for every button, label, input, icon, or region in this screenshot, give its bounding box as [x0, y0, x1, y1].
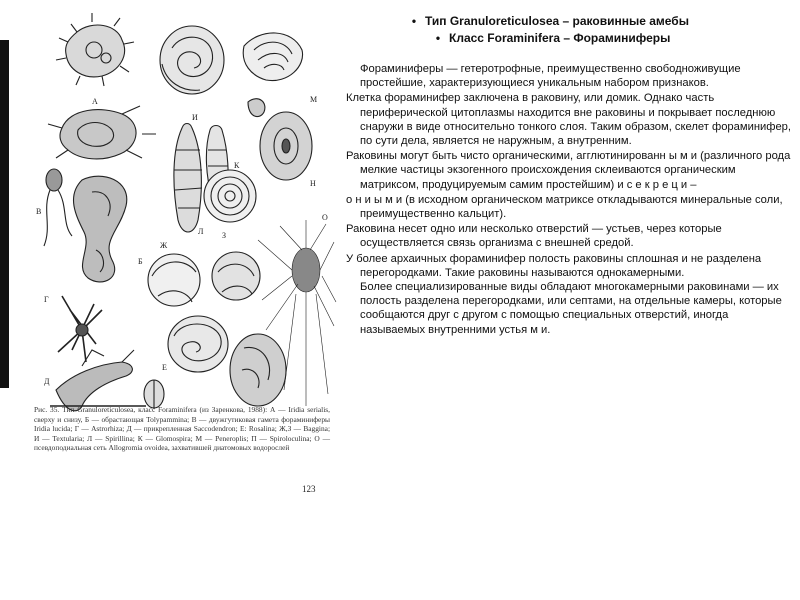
title-class-text: Класс Foraminifera – Фораминиферы	[449, 30, 671, 45]
specimen-k	[248, 99, 265, 117]
figure-letter-d: Д	[44, 377, 50, 386]
specimen-n-oval	[260, 112, 312, 180]
paragraph-secretory: о н и ы м и (в исходном органическом матриксе откладываются минеральные соли, преимущественно кальцит).	[346, 193, 783, 221]
specimen-b	[73, 176, 126, 282]
page-number: 123	[302, 484, 316, 494]
specimen-p	[144, 380, 164, 408]
specimen-a-bottom	[48, 106, 156, 159]
figure-letter-z: З	[222, 231, 227, 240]
figure-letter-o: О	[322, 213, 328, 222]
specimen-a-top	[56, 13, 134, 86]
specimen-d	[50, 350, 146, 411]
figure-letter-v: В	[36, 207, 42, 216]
bullet-glyph: •	[411, 13, 417, 28]
figure-caption: Рис. 35. Тип Granuloreticulosea, класс Foraminifera (из Заренкова, 1988): А — Iridia serialis, сверху и снизу, Б — обрастающая Tolypammina; В — двужгутиковая гамета фораминиферы Iridia lucida; Г — Astrorhiza; Д — прикрепленная Saccodendron; Е: Rosalina; Ж,З — Baggina; И — Textularia; Л — Spirillina; К — Glomospira; М — Peneroplis; П — Spiroloculina; О — псевдоподиальная сеть Allogromia ovoidea, захватившей диатомовых водорослей	[34, 405, 330, 453]
bullet-glyph: •	[435, 30, 441, 45]
specimen-top-center	[160, 26, 224, 94]
specimen-m	[243, 33, 302, 81]
title-line-type	[395, 12, 755, 29]
scan-edge-bar	[0, 40, 9, 388]
figure-letter-zh: Ж	[160, 241, 168, 250]
figure-letter-m: М	[310, 95, 318, 104]
paragraph-chambers	[346, 252, 792, 337]
figure-letter-b: Б	[138, 257, 143, 266]
body-text	[346, 62, 792, 338]
paragraph-chambers-multi: Более специализированные виды обладают многокамерными раковинами — их полость разделена перегородками, или септами, на отдельные камеры, которые сообщаются друг с другом с помощью специальных отверстий, иногда называемых внутренними устья м и.	[360, 281, 782, 336]
paragraph-chambers-single: У более архаичных фораминифер полость раковины сплошная и не разделена перегородками. Такие раковины называются однокамерными.	[346, 252, 762, 279]
figure-letter-a: А	[92, 97, 98, 106]
title-type-text: Тип Granuloreticulosea – раковинные амебы	[425, 13, 689, 28]
paragraph-cell: Клетка фораминифер заключена в раковину, или домик. Однако часть периферической цитоплазмы находится вне раковины и покрывает последнюю снаружи в виде относительно тонкого слоя. Таким образом, скелет фораминифер, по сути дела, является не наружным, а внутренним.	[346, 92, 792, 148]
figure-letter-e: Е	[162, 363, 167, 372]
figure-letter-l: Л	[198, 227, 204, 236]
paragraph-shell-types: Раковины могут быть чисто органическими, агглютинированн ы м и (различного рода мелкие частицы экзогенного происхождения склеиваются органическим матриксом, продуцируемым самим простейшим) и с е к р е ц и –	[346, 150, 791, 191]
specimen-e	[168, 316, 286, 406]
specimen-zh	[148, 252, 260, 306]
paragraph-aperture: Раковина несет одно или несколько отверстий — устьев, через которые осуществляется связь организма с внешней средой.	[346, 223, 722, 250]
figure-letter-i: И	[192, 113, 198, 122]
figure-letter-n: Н	[310, 179, 316, 188]
paragraph-intro: Фораминиферы — гетеротрофные, преимущественно свободноживущие простейшие, характеризующиеся уникальным набором признаков.	[360, 63, 741, 90]
figure-letter-k: К	[234, 161, 240, 170]
specimen-l-spiral	[204, 170, 256, 222]
title-line-class	[395, 29, 755, 46]
figure-letter-g: Г	[44, 295, 49, 304]
slide-title	[395, 12, 755, 46]
specimen-v	[44, 169, 72, 246]
